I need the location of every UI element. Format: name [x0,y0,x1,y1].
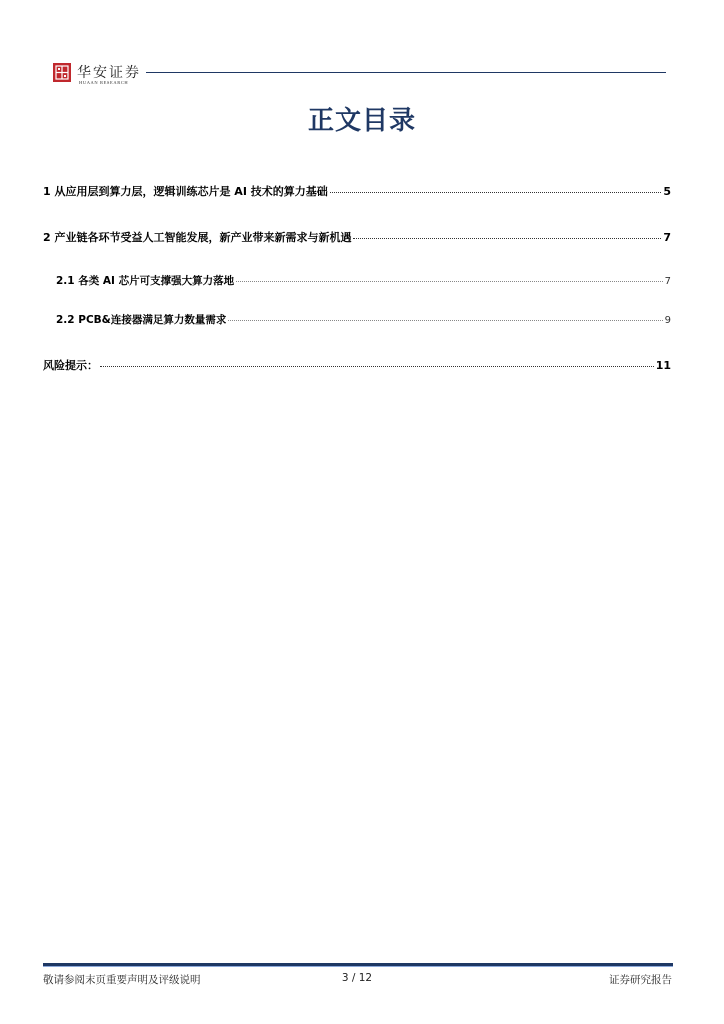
footer-disclaimer: 敬请参阅末页重要声明及评级说明 [43,974,201,986]
toc-entry-2[interactable] [43,229,671,245]
toc-entry-page: 5 [663,185,671,198]
toc-leader [228,320,662,321]
toc-entry-2-2[interactable] [56,312,671,328]
toc-entry-label: 2 产业链各环节受益人工智能发展，新产业带来新需求与新机遇 [43,231,352,244]
toc-entry-page: 7 [664,276,671,287]
toc-entry-label: 风险提示： [43,359,98,372]
header-divider [146,72,666,73]
page-title: 正文目录 [307,106,416,136]
toc-leader [353,238,661,239]
toc-entry-page: 9 [664,315,671,326]
toc-entry-label: 2.2 PCB&连接器满足算力数量需求 [56,314,227,326]
footer-page-indicator: 3 / 12 [341,972,373,984]
toc-entry-2-1[interactable] [56,273,671,289]
toc-entry-1[interactable] [43,183,671,199]
footer-divider [43,963,673,967]
toc-entry-risk[interactable] [43,357,671,373]
brand-subtitle: HUAAN RESEARCH [79,80,129,85]
footer-report-type: 证券研究报告 [609,974,672,986]
brand-name: 华安证券 [77,65,141,81]
toc-entry-label: 2.1 各类 AI 芯片可支撑强大算力落地 [56,275,235,287]
toc-leader [100,366,654,367]
toc-entry-page: 7 [663,231,671,244]
toc-entry-label: 1 从应用层到算力层，逻辑训练芯片是 AI 技术的算力基础 [43,185,328,198]
toc-entry-page: 11 [655,359,671,372]
page-header [0,0,724,100]
company-seal-icon [53,63,71,82]
toc-leader [236,281,663,282]
toc-leader [330,192,662,193]
